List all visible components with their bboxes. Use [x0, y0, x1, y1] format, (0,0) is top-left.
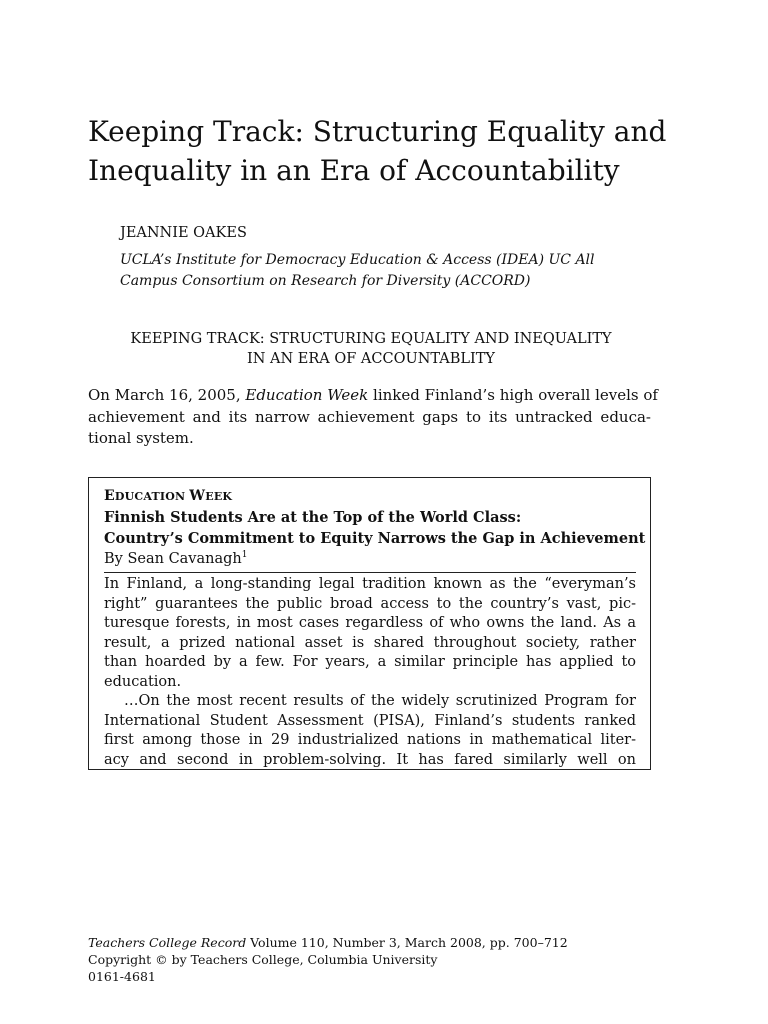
citation-line: [88, 934, 648, 951]
affiliation-line-1: UCLA’s Institute for Democracy Education & Access (IDEA) UC All: [120, 252, 595, 268]
intro-line-1: [88, 385, 658, 407]
intro-line-2: achievement and its narrow achievement gaps to its untracked educa-: [88, 407, 651, 426]
title-line-2: Inequality in an Era of Accountability: [88, 154, 620, 187]
intro-text: On March 16, 2005,: [88, 386, 246, 404]
article-source: [104, 486, 636, 507]
copyright-line: Copyright © by Teachers College, Columbia University: [88, 952, 438, 967]
intro-paragraph: [88, 385, 658, 450]
quoted-article-box: [88, 477, 651, 770]
page-footer: [88, 934, 648, 985]
section-heading-line-2: IN AN ERA OF ACCOUNTABLITY: [247, 351, 495, 367]
author-affiliation: [120, 250, 640, 292]
issn-line: 0161-4681: [88, 969, 156, 984]
publication-name: Education Week: [245, 386, 369, 404]
section-heading-line-1: KEEPING TRACK: STRUCTURING EQUALITY AND INEQUALITY: [130, 331, 612, 347]
quoted-article-content: [104, 486, 646, 770]
article-line: acy and second in problem-solving. It has fared similarly well on: [104, 751, 636, 768]
author-name: JEANNIE OAKES: [120, 225, 247, 241]
article-byline: [104, 549, 636, 573]
paper-title: [88, 112, 688, 190]
volume-info: Volume 110, Number 3, March 2008, pp. 700–712: [246, 935, 568, 950]
footnote-ref: 1: [241, 550, 248, 561]
article-line: result, a prized national asset is shared throughout society, rather: [104, 634, 636, 651]
source-rest: DUCATION: [114, 490, 190, 503]
article-line: education.: [104, 673, 182, 690]
article-body: [104, 575, 636, 770]
journal-name: Teachers College Record: [88, 935, 247, 950]
source-rest: EEK: [205, 490, 233, 503]
affiliation-line-2: Campus Consortium on Research for Diversity (ACCORD): [120, 273, 531, 289]
article-line: right” guarantees the public broad access to the country’s vast, pic-: [104, 595, 636, 612]
article-headline-1: Finnish Students Are at the Top of the World Class:: [104, 509, 522, 526]
intro-line-3: tional system.: [88, 429, 194, 447]
title-line-1: Keeping Track: Structuring Equality and: [88, 115, 667, 148]
article-line: turesque forests, in most cases regardless of who owns the land. As a: [104, 615, 636, 631]
article-headline-2: Country’s Commitment to Equity Narrows the Gap in Achievement: [104, 530, 646, 547]
article-line: first among those in 29 industrialized nations in mathematical liter-: [104, 732, 636, 748]
article-line: In Finland, a long-standing legal tradition known as the “everyman’s: [104, 576, 636, 592]
source-initial: E: [104, 488, 115, 504]
intro-text: linked Finland’s high overall levels of: [368, 386, 658, 404]
article-line: …On the most recent results of the widely scrutinized Program for: [104, 693, 636, 709]
section-heading: [88, 329, 654, 369]
article-line: than hoarded by a few. For years, a similar principle has applied to: [104, 654, 636, 670]
byline-text: By Sean Cavanagh: [104, 551, 242, 567]
article-line: International Student Assessment (PISA), Finland’s students ranked: [104, 712, 636, 729]
source-initial: W: [189, 488, 206, 504]
